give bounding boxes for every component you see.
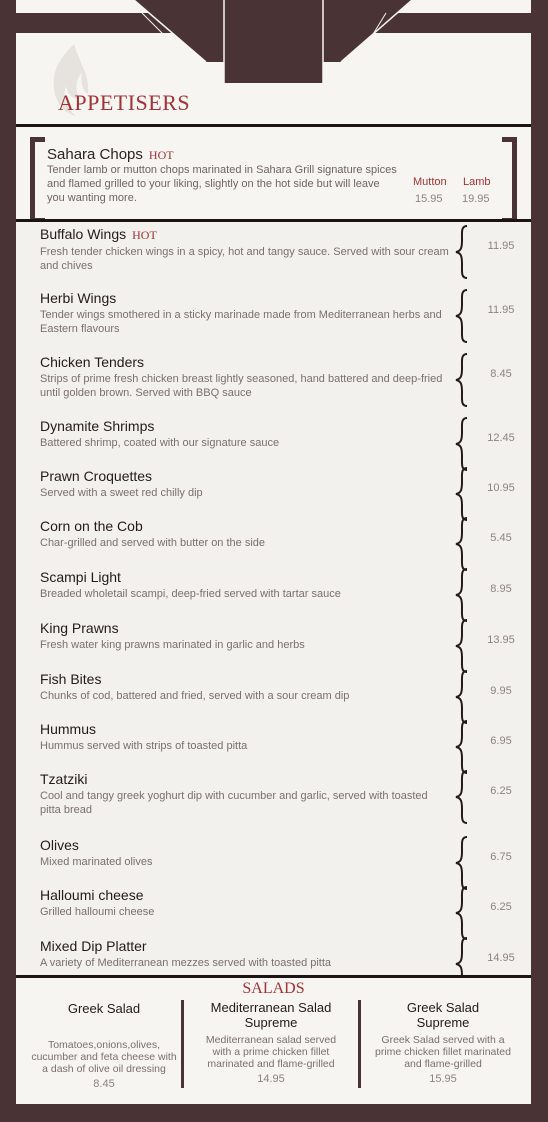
list-item	[40, 569, 450, 601]
item-price: 11.95	[487, 304, 515, 316]
brace-icon	[454, 669, 470, 725]
item-description: Strips of prime fresh chicken breast lightly seasoned, hand battered and deep-fried until golden brown. Served with BBQ sauce	[40, 373, 443, 399]
item-description: Mixed marinated olives	[40, 856, 153, 868]
item-description: Tender wings smothered in a sticky marinade made from Mediterranean herbs and Eastern flavours	[40, 309, 442, 335]
salad-name: Greek Salad Supreme	[406, 1000, 480, 1030]
item-name: Dynamite Shrimps	[40, 418, 155, 434]
appetiser-list	[16, 222, 531, 975]
item-price: 14.95	[487, 952, 515, 964]
brace-icon	[454, 719, 470, 775]
item-name: Herbi Wings	[40, 290, 117, 306]
list-item	[40, 620, 450, 652]
item-price: 11.95	[487, 240, 515, 252]
list-item	[40, 837, 450, 869]
item-description: Char-grilled and served with butter on the side	[40, 537, 266, 549]
item-price: 13.95	[487, 634, 515, 646]
hot-badge: HOT	[148, 148, 174, 162]
option-label-mutton: Mutton	[413, 176, 447, 188]
item-name: Tzatziki	[40, 771, 88, 787]
brace-icon	[454, 352, 470, 408]
right-bracket	[502, 137, 517, 223]
option-label-lamb: Lamb	[463, 176, 491, 188]
item-description: A variety of Mediterranean mezzes served with toasted pitta	[40, 957, 332, 969]
header	[16, 0, 531, 124]
column-divider	[358, 1000, 361, 1088]
list-item	[40, 721, 450, 753]
list-item	[40, 468, 450, 500]
column-divider	[181, 1000, 184, 1088]
option-price-lamb: 19.95	[462, 193, 490, 205]
item-name: Halloumi cheese	[40, 887, 144, 903]
featured-item	[16, 127, 531, 219]
brace-icon	[454, 516, 470, 572]
brace-icon	[454, 567, 470, 623]
item-description: Chunks of cod, battered and fried, served with a sour cream dip	[40, 690, 350, 702]
salad-name: Greek Salad	[67, 1001, 141, 1016]
item-price: 6.75	[490, 851, 512, 863]
salads-title: SALADS	[242, 980, 305, 997]
list-item	[40, 418, 450, 450]
item-name: Prawn Croquettes	[40, 468, 153, 484]
item-description: Fresh tender chicken wings in a spicy, hot and tangy sauce. Served with sour cream and chives	[40, 246, 449, 272]
section-title: APPETISERS	[58, 90, 191, 115]
item-price: 8.95	[490, 583, 512, 595]
brace-icon	[454, 466, 470, 522]
item-description: Served with a sweet red chilly dip	[40, 487, 203, 499]
featured-item-description: Tender lamb or mutton chops marinated in Sahara Grill signature spices and flamed grilled to your liking, slightly on the hot side but will leave you wanting more.	[47, 164, 397, 204]
item-name: King Prawns	[40, 620, 119, 636]
brace-icon	[454, 288, 470, 344]
brace-icon	[454, 618, 470, 674]
item-description: Breaded wholetail scampi, deep-fried served with tartar sauce	[40, 588, 341, 600]
item-name: Corn on the Cob	[40, 518, 143, 534]
list-item	[40, 226, 450, 273]
list-item	[40, 771, 450, 817]
item-description: Hummus served with strips of toasted pitta	[40, 740, 248, 752]
item-name: Mixed Dip Platter	[40, 938, 147, 954]
brace-icon	[454, 885, 470, 941]
item-price: 8.45	[490, 368, 512, 380]
left-bracket	[30, 137, 45, 223]
item-price: 6.25	[490, 901, 512, 913]
list-item	[40, 887, 450, 919]
item-name: Buffalo Wings	[40, 226, 127, 242]
list-item	[40, 671, 450, 703]
item-price: 10.95	[487, 482, 515, 494]
salad-description: Greek Salad served with a prime chicken fillet marinated and flame-grilled	[375, 1034, 511, 1070]
salad-description: Mediterranean salad served with a prime chicken fillet marinated and flame-grilled	[205, 1034, 337, 1070]
salad-name: Mediterranean Salad Supreme	[210, 1000, 332, 1030]
item-description: Grilled halloumi cheese	[40, 906, 155, 918]
item-description: Cool and tangy greek yoghurt dip with cucumber and garlic, served with toasted pitta bread	[40, 790, 428, 816]
list-item	[40, 290, 450, 336]
salad-card	[196, 1000, 346, 1085]
option-price-mutton: 15.95	[415, 193, 443, 205]
salads-section	[16, 978, 531, 1104]
item-price: 5.45	[490, 532, 512, 544]
list-item	[40, 354, 450, 400]
brace-icon	[454, 769, 470, 825]
salad-price: 8.45	[93, 1078, 115, 1090]
list-item	[40, 518, 450, 550]
hot-badge: HOT	[132, 228, 157, 242]
item-price: 6.95	[490, 735, 512, 747]
brace-icon	[454, 224, 470, 280]
item-price: 12.45	[487, 432, 515, 444]
featured-item-name: Sahara Chops	[47, 146, 143, 163]
list-item	[40, 938, 450, 970]
item-name: Scampi Light	[40, 569, 121, 585]
salad-card	[368, 1000, 518, 1085]
salad-description: Tomatoes,onions,olives, cucumber and feta cheese with a dash of olive oil dressing	[31, 1039, 177, 1075]
salad-price: 14.95	[257, 1073, 285, 1085]
item-price: 9.95	[490, 685, 512, 697]
brace-icon	[454, 416, 470, 472]
item-name: Fish Bites	[40, 671, 102, 687]
item-description: Battered shrimp, coated with our signature sauce	[40, 437, 280, 449]
salad-card	[29, 1000, 179, 1090]
salad-price: 15.95	[429, 1073, 457, 1085]
item-price: 6.25	[490, 785, 512, 797]
brace-icon	[454, 835, 470, 891]
item-name: Chicken Tenders	[40, 354, 145, 370]
item-description: Fresh water king prawns marinated in garlic and herbs	[40, 639, 305, 651]
item-name: Hummus	[40, 721, 97, 737]
item-name: Olives	[40, 837, 79, 853]
